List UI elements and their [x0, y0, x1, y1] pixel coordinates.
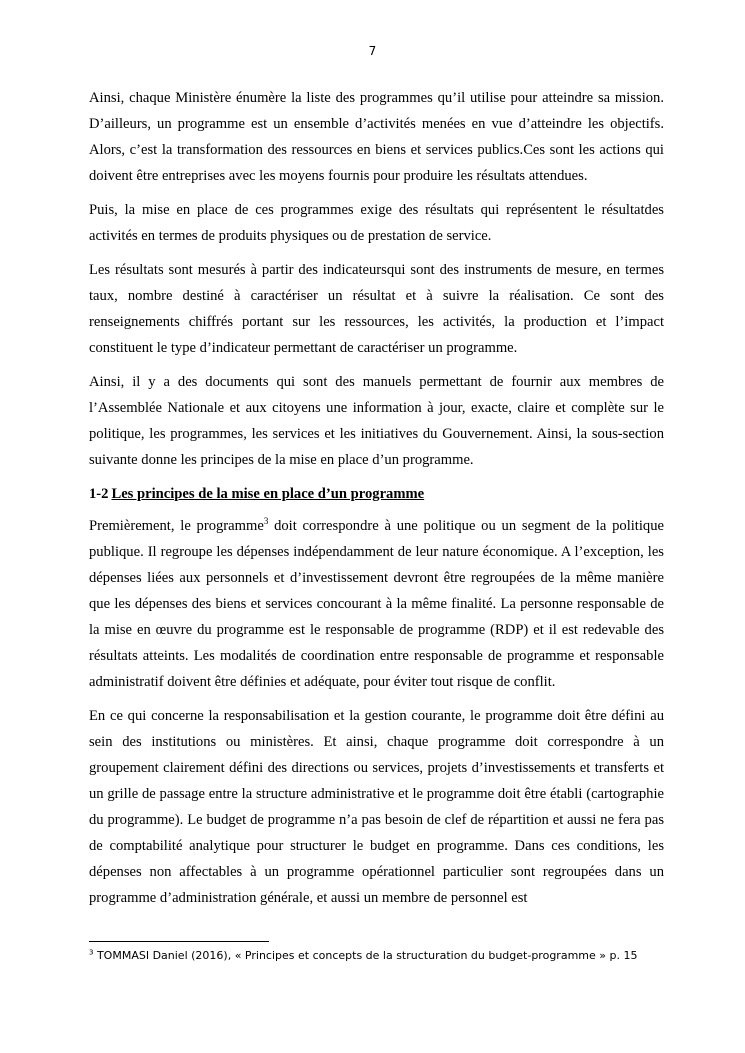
section-title: Les principes de la mise en place d’un programme — [111, 486, 425, 502]
page-number: 7 — [368, 44, 377, 58]
footnote-text: TOMMASI Daniel (2016), « Principes et concepts de la structuration du budget-programme » p. 15 — [93, 949, 638, 962]
footnote-mark: 3 — [89, 948, 94, 957]
section-paragraph-2: En ce qui concerne la responsabilisation et la gestion courante, le programme doit être défini au sein des institutions ou ministères. Et ainsi, chaque programme doit correspondre à un groupement clairement défini des directions ou services, projets d’investissements et transferts et un grille de passage entre la structure administrative et le programme doit être établi (cartographie du programme). Le budget de programme n’a pas besoin de clef de répartition et aussi ne fera pas de comptabilité analytique pour structurer le budget en programme. Dans ces conditions, les dépenses non affectables à un programme opérationnel particulier sont regroupées dans un programme d’administration générale, et aussi un membre de personnel est — [89, 708, 664, 906]
section-paragraph-1 — [89, 513, 664, 695]
section-number: 1-2 — [89, 486, 109, 502]
paragraph-1: Ainsi, chaque Ministère énumère la liste des programmes qu’il utilise pour atteindre sa mission. D’ailleurs, un programme est un ensemble d’activités menées en vue d’atteindre les objectifs. Alors, c’est la transformation des ressources en biens et services publics.Ces sont les actions qui doivent être entreprises avec les moyens fournis pour produire les résultats attendues. — [89, 90, 664, 184]
section-heading — [89, 481, 664, 507]
section-paragraph-1-start: Premièrement, le programme — [89, 518, 264, 534]
paragraph-3: Les résultats sont mesurés à partir des indicateursqui sont des instruments de mesure, en termes taux, nombre destiné à caractériser un résultat et à suivre la réalisation. Ce sont des renseignements chiffrés portant sur les ressources, les activités, la production et l’impact constituent le type d’indicateur permettant de caractériser un programme. — [89, 262, 664, 356]
footnote-reference[interactable]: 3 — [263, 516, 269, 527]
body-text — [89, 85, 664, 919]
footnote-separator — [89, 941, 269, 942]
paragraph-2: Puis, la mise en place de ces programmes exige des résultats qui représentent le résultatdes activités en termes de produits physiques ou de prestation de service. — [89, 202, 664, 244]
paragraph-4: Ainsi, il y a des documents qui sont des manuels permettant de fournir aux membres de l’Assemblée Nationale et aux citoyens une information à jour, exacte, claire et complète sur le politique, les programmes, les services et les initiatives du Gouvernement. Ainsi, la sous-section suivante donne les principes de la mise en place d’un programme. — [89, 374, 664, 468]
footnote — [89, 948, 664, 964]
section-paragraph-1-rest: doit correspondre à une politique ou un segment de la politique publique. Il regroupe les dépenses indépendamment de leur nature économique. A l’exception, les dépenses liées aux personnels et d’investissement devront être regroupées de la même manière que les dépenses des biens et services concourant à la même finalité. La personne responsable de la mise en œuvre du programme est le responsable de programme (RDP) et il est redevable des résultats atteints. Les modalités de coordination entre responsable de programme et responsable administratif doivent être définies et adéquate, pour éviter tout risque de conflit. — [89, 518, 664, 690]
